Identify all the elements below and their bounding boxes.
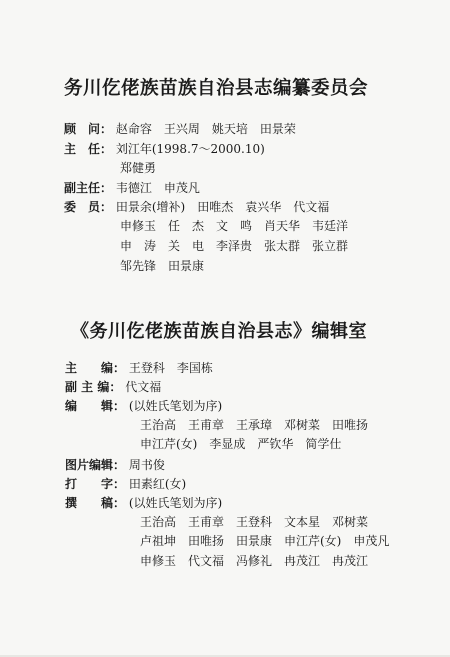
photo-editor-label: 图片编辑： (65, 458, 126, 472)
director-row (64, 141, 265, 157)
members-line-3: 申 涛 关 电 李泽贵 张太群 张立群 (120, 239, 349, 253)
writers-label: 撰 稿： (65, 496, 126, 510)
members-line-4: 邹先锋 田景康 (120, 259, 205, 273)
writers-line-1: 王治高 王甫章 王登科 文本星 邓树菜 (140, 515, 369, 529)
typist-names: 田素红(女) (128, 477, 187, 491)
editors-note: (以姓氏笔划为序) (128, 399, 223, 413)
editorial-title: 《务川仡佬族苗族自治县志》编辑室 (71, 321, 367, 342)
vice-director-label: 副主任： (64, 181, 113, 195)
editors-line-1: 王治高 王甫章 王承璋 邓树菜 田唯扬 (140, 418, 369, 432)
members-label: 委 员： (64, 200, 113, 214)
writers-note: (以姓氏笔划为序) (128, 496, 223, 510)
photo-editor-names: 周书俊 (128, 458, 165, 472)
members-line-1: 田景余(增补) 田唯杰 袁兴华 代文福 (115, 200, 330, 214)
vice-director-row (64, 180, 200, 196)
editors-row (65, 398, 222, 414)
vice-director-names: 韦德江 申茂凡 (115, 181, 200, 195)
photo-editor-row (65, 457, 165, 473)
writers-line-2: 卢祖坤 田唯扬 田景康 申江芹(女) 申茂凡 (140, 534, 390, 548)
deputy-editor-names: 代文福 (125, 380, 162, 394)
chief-editor-names: 王登科 李国栋 (128, 361, 213, 375)
deputy-editor-row (65, 379, 161, 395)
members-row (64, 199, 329, 215)
advisors-label: 顾 问： (64, 122, 113, 136)
committee-title: 务川仡佬族苗族自治县志编纂委员会 (64, 78, 369, 99)
writers-row (65, 495, 222, 511)
director-name-2: 郑健勇 (120, 161, 157, 175)
editors-label: 编 辑： (65, 399, 126, 413)
chief-editor-row (65, 360, 213, 376)
advisors-row (64, 121, 296, 137)
director-label: 主 任： (64, 142, 113, 156)
typist-row (65, 476, 186, 492)
chief-editor-label: 主 编： (65, 361, 126, 375)
members-line-2: 申修玉 任 杰 文 鸣 肖天华 韦廷洋 (120, 219, 349, 233)
director-name-1: 刘江年(1998.7～2000.10) (115, 142, 265, 156)
editors-line-2: 申江芹(女) 李显成 严钦华 简学仕 (140, 437, 342, 451)
writers-line-3: 申修玉 代文福 冯修礼 冉茂江 冉茂江 (140, 554, 369, 568)
typist-label: 打 字： (65, 477, 126, 491)
deputy-editor-label: 副 主 编： (65, 380, 122, 394)
advisors-names: 赵命容 王兴周 姚天培 田景荣 (115, 122, 296, 136)
